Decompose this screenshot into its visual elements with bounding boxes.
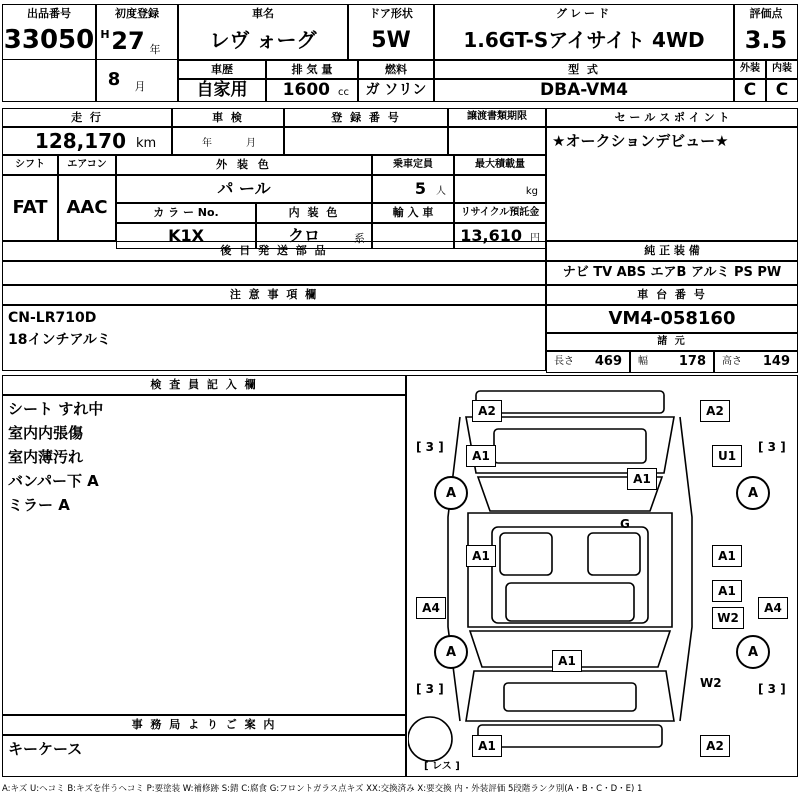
fuel-value: ガ ソリン — [365, 82, 427, 99]
height-value: 149 — [762, 354, 790, 370]
max-load-unit: kg — [525, 185, 538, 197]
damage-mark-bracket-3-rear-left: [ 3 ] — [416, 682, 444, 696]
registration-lower-cell — [96, 60, 178, 102]
length-value: 469 — [594, 354, 622, 370]
color-no-label: カ ラ ー No. — [153, 206, 219, 220]
car-name-value: レヴ ォーグ — [209, 28, 317, 52]
registration-era: H — [100, 28, 110, 42]
spare-tire-status: [ レス ] — [424, 761, 460, 772]
shaken-year-unit: 年 — [202, 137, 212, 149]
damage-mark-g-windshield: G — [620, 517, 630, 531]
shift-value: FAT — [12, 196, 48, 218]
interior-color-suffix: 系 — [354, 232, 365, 246]
recycle-unit: 円 — [530, 232, 540, 244]
damage-mark-bracket-3-front-left: [ 3 ] — [416, 440, 444, 454]
interior-grade-label: 内装 — [772, 63, 792, 75]
damage-mark-a-wheel-rear-right: A — [736, 635, 770, 669]
registration-month-unit: 月 — [134, 80, 146, 94]
registration-month: 8 — [107, 68, 121, 90]
damage-mark-a-wheel-front-left: A — [434, 476, 468, 510]
mileage-value: 128,170 — [34, 128, 126, 153]
damage-mark-w2-rear-quarter: W2 — [700, 676, 722, 690]
later-parts-label: 後 日 発 送 部 品 — [220, 244, 328, 258]
inspector-line-2: 室内内張傷 — [8, 424, 84, 443]
width-value: 178 — [678, 354, 706, 370]
later-parts-value-cell — [2, 261, 546, 285]
max-load-label: 最大積載量 — [475, 158, 525, 170]
damage-mark-bracket-3-rear-right: [ 3 ] — [758, 682, 786, 696]
damage-mark-bracket-3-front-right: [ 3 ] — [758, 440, 786, 454]
damage-mark-a1-hood-left: A1 — [466, 445, 496, 467]
width-label: 幅 — [638, 355, 648, 367]
displacement-label: 排 気 量 — [291, 62, 333, 76]
import-label: 輸 入 車 — [392, 206, 434, 220]
seats-value: 5 — [414, 178, 426, 198]
car-diagram — [408, 377, 796, 775]
displacement-value: 1600 — [282, 79, 330, 100]
damage-mark-a1-rear-door-right: A1 — [712, 580, 742, 602]
history-label: 車歴 — [211, 62, 233, 76]
sales-point-label: セ ー ル ス ポ イ ン ト — [614, 110, 730, 124]
inspector-line-3: 室内薄汚れ — [8, 448, 84, 467]
car-name-label: 車名 — [252, 7, 274, 21]
notes-line-2: 18インチアルミ — [8, 331, 111, 348]
first-registration-label: 初度登録 — [115, 7, 159, 21]
plate-value-cell — [284, 127, 448, 155]
notes-line-1: CN-LR710D — [8, 309, 97, 326]
door-shape-value: 5W — [371, 27, 411, 53]
transfer-deadline-label: 譲渡書類期限 — [467, 111, 527, 123]
score-value: 3.5 — [744, 25, 788, 54]
damage-mark-w2-rear-right: W2 — [712, 607, 744, 629]
interior-color-label: 内 装 色 — [288, 206, 340, 220]
displacement-unit: cc — [338, 87, 349, 99]
chassis-label: 車 台 番 号 — [637, 288, 707, 302]
inspector-line-1: シート すれ中 — [8, 400, 104, 419]
genuine-equipment-label: 純 正 装 備 — [644, 244, 700, 258]
chassis-value: VM4-058160 — [608, 307, 736, 329]
seats-label: 乗車定員 — [393, 158, 433, 170]
damage-mark-a1-door-right: A1 — [712, 545, 742, 567]
transfer-deadline-value-cell — [448, 127, 546, 155]
ac-value: AAC — [66, 196, 108, 218]
genuine-equipment-value: ナビ TV ABS エアB アルミ PS PW — [562, 265, 782, 281]
sales-point-value: ★オークションデビュー★ — [552, 132, 729, 151]
interior-color-value: クロ — [287, 225, 320, 245]
door-shape-label: ドア形状 — [369, 7, 413, 21]
color-no-value: K1X — [168, 225, 204, 245]
inspector-line-4: バンパー下 A — [8, 472, 99, 491]
shaken-month-unit: 月 — [246, 137, 256, 149]
dimension-label: 諸 元 — [657, 335, 687, 347]
office-label: 事 務 局 よ り ご 案 内 — [131, 718, 277, 732]
grade-label: グレード — [556, 7, 612, 21]
recycle-label: リサイクル預託金 — [460, 206, 540, 218]
inspector-label: 検 査 員 記 入 欄 — [150, 378, 258, 392]
lot-number-lower-cell — [2, 60, 96, 102]
damage-mark-a2-front-right: A2 — [700, 400, 730, 422]
damage-mark-a1-trunk: A1 — [552, 650, 582, 672]
damage-mark-a1-door-left: A1 — [466, 545, 496, 567]
registration-year-unit: 年 — [149, 43, 161, 57]
score-label: 評価点 — [749, 7, 783, 21]
recycle-value: 13,610 — [460, 225, 522, 245]
lot-number-label: 出品番号 — [27, 7, 71, 21]
registration-year: 27 — [111, 27, 145, 56]
interior-grade-value: C — [775, 79, 789, 100]
height-label: 高さ — [722, 355, 742, 367]
damage-mark-a1-hood-center: A1 — [627, 468, 657, 490]
history-value: 自家用 — [196, 79, 248, 100]
legend-footer: A:キズ U:ヘコミ B:キズを伴うヘコミ P:要塗装 W:補修跡 S:錆 C:腐食 G:フロントガラス点キズ XX:交換済み X:要交換 内・外装評価 5段階ランク別(A・B・C・D・E) 1 — [2, 784, 643, 794]
exterior-color-value: パ ール — [217, 178, 271, 198]
damage-mark-a2-front-left: A2 — [472, 400, 502, 422]
inspector-line-5: ミラー A — [8, 496, 70, 515]
damage-mark-a4-side-left: A4 — [416, 597, 446, 619]
mileage-label: 走 行 — [71, 110, 103, 124]
damage-mark-u1-hood-right: U1 — [712, 445, 742, 467]
shaken-label: 車 検 — [212, 110, 244, 124]
length-label: 長さ — [554, 355, 574, 367]
damage-mark-a4-side-right: A4 — [758, 597, 788, 619]
office-value: キーケース — [8, 740, 83, 759]
damage-mark-a-wheel-rear-left: A — [434, 635, 468, 669]
exterior-color-label: 外 装 色 — [216, 158, 272, 172]
shift-label: シフト — [15, 158, 45, 170]
seats-unit: 人 — [436, 185, 446, 197]
lot-number-value: 33050 — [3, 24, 95, 55]
exterior-grade-value: C — [743, 79, 757, 100]
damage-mark-a-wheel-front-right: A — [736, 476, 770, 510]
mileage-unit: km — [136, 136, 157, 152]
ac-label: エアコン — [67, 158, 107, 170]
model-code-label: 型 式 — [568, 62, 600, 76]
grade-value: 1.6GT-Sアイサイト 4WD — [463, 28, 705, 52]
notes-label: 注 意 事 項 欄 — [229, 288, 319, 302]
damage-mark-a2-rear-bumper-right: A2 — [700, 735, 730, 757]
model-code-value: DBA-VM4 — [540, 79, 628, 100]
exterior-grade-label: 外装 — [740, 63, 760, 75]
plate-label: 登 録 番 号 — [331, 110, 401, 124]
damage-mark-a1-rear-bumper-left: A1 — [472, 735, 502, 757]
fuel-label: 燃料 — [385, 62, 407, 76]
shaken-value-cell — [172, 127, 284, 155]
